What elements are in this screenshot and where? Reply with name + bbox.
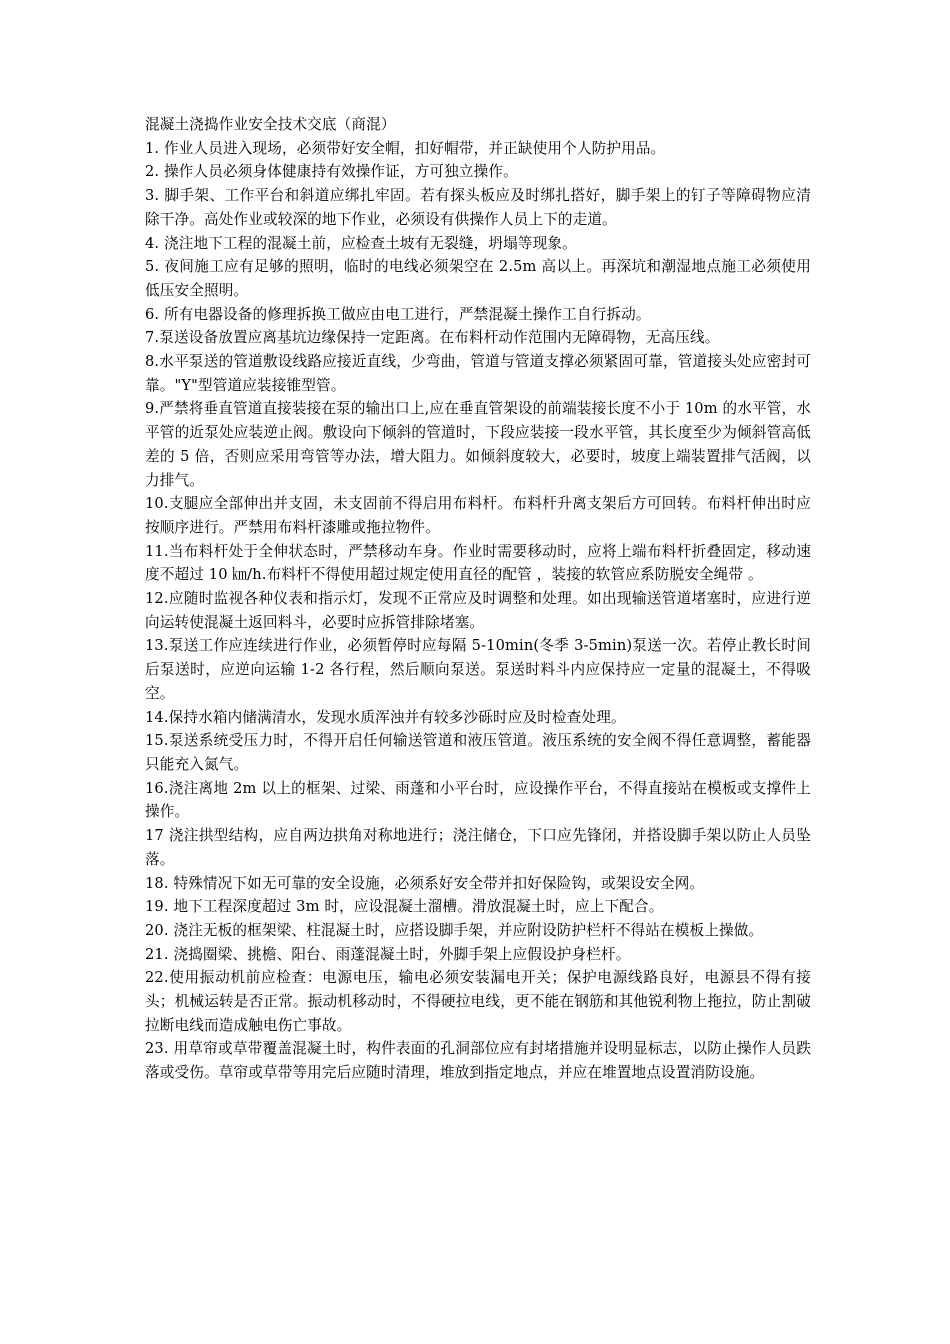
rule-item-15: 15.泵送系统受压力时，不得开启任何输送管道和液压管道。液压系统的安全阀不得任意调整，蓄能器只能充入氮气。 [145, 732, 811, 773]
rule-item-23: 23. 用草帘或草带覆盖混凝土时，构件表面的孔洞部位应有封堵措施并设明显标志，以防止操作人员跌落或受伤。草帘或草带等用完后应随时清理，堆放到指定地点，并应在堆置地点设置消防设施。 [145, 1040, 811, 1082]
rule-item-3: 3. 脚手架、工作平台和斜道应绑扎牢固。若有探头板应及时绑扎搭好，脚手架上的钉子等障碍物应清除干净。高处作业或较深的地下作业，必须设有供操作人员上下的走道。 [145, 187, 811, 228]
rule-item-5: 5. 夜间施工应有足够的照明，临时的电线必须架空在 2.5m 高以上。再深坑和潮湿地点施工必须使用低压安全照明。 [145, 258, 811, 299]
rule-item-4: 4. 浇注地下工程的混凝土前，应检查土坡有无裂缝，坍塌等现象。 [145, 234, 577, 252]
rule-item-13: 13.泵送工作应连续进行作业，必须暂停时应每隔 5-10min(冬季 3-5min)泵送一次。若停止教长时间后泵送时，应逆向运输 1-2 各行程，然后顺向泵送。泵送时料斗内应保持应一定量的混凝土，不得吸空。 [145, 637, 811, 702]
rule-item-8: 8.水平泵送的管道敷设线路应接近直线，少弯曲，管道与管道支撑必须紧固可靠，管道接头处应密封可靠。"Y"型管道应装接锥型管。 [145, 353, 811, 394]
rule-item-2: 2. 操作人员必须身体健康持有效操作证，方可独立操作。 [145, 163, 518, 181]
rule-item-10: 10.支腿应全部伸出并支固，未支固前不得启用布料杆。布料杆升离支架后方可回转。布料杆伸出时应按顺序进行。严禁用布料杆漆雕或拖拉物件。 [145, 495, 811, 536]
rule-item-14: 14.保持水箱内储满清水，发现水质浑浊并有较多沙砾时应及时检查处理。 [145, 708, 626, 726]
rule-item-18: 18. 特殊情况下如无可靠的安全设施，必须系好安全带并扣好保险钩，或架设安全网。 [145, 874, 705, 892]
rule-item-7: 7.泵送设备放置应离基坑边缘保持一定距离。在布料杆动作范围内无障碍物，无高压线。 [145, 329, 720, 347]
rule-item-6: 6. 所有电器设备的修理拆换工做应由电工进行，严禁混凝土操作工自行拆动。 [145, 305, 651, 323]
rule-item-12: 12.应随时监视各种仪表和指示灯，发现不正常应及时调整和处理。如出现输送管道堵塞时，应进行逆向运转使混凝土返回料斗，必要时应拆管排除堵塞。 [145, 590, 811, 631]
document-page [145, 113, 811, 1085]
rule-item-19: 19. 地下工程深度超过 3m 时，应设混凝土溜槽。滑放混凝土时，应上下配合。 [145, 898, 664, 916]
rule-item-20: 20. 浇注无板的框架梁、柱混凝土时，应搭设脚手架，并应附设防护栏杆不得站在模板上操做。 [145, 921, 764, 939]
rule-item-21: 21. 浇捣圈梁、挑檐、阳台、雨蓬混凝土时，外脚手架上应假设护身栏杆。 [145, 945, 631, 963]
document-title: 混凝土浇捣作业安全技术交底（商混） [145, 116, 396, 133]
rule-item-22: 22.使用振动机前应检查：电源电压，输电必须安装漏电开关；保护电源线路良好，电源县不得有接头；机械运转是否正常。振动机移动时，不得硬拉电线，更不能在钢筋和其他锐利物上拖拉，防止割破拉断电线而造成触电伤亡事故。 [145, 969, 811, 1034]
rule-item-1: 1. 作业人员进入现场，必须带好安全帽，扣好帽带，并正缺使用个人防护用品。 [145, 139, 666, 157]
rule-item-17: 17 浇注拱型结构，应自两边拱角对称地进行；浇注储仓，下口应先锋闭，并搭设脚手架以防止人员坠落。 [145, 827, 811, 868]
rule-item-9: 9.严禁将垂直管道直接装接在泵的输出口上,应在垂直管架设的前端装接长度不小于 10m 的水平管，水平管的近泵处应装逆止阀。敷设向下倾斜的管道时，下段应装接一段水平管，其长度至少为倾斜管高低差的 5 倍，否则应采用弯管等办法，增大阻力。如倾斜度较大，必要时，坡度上端装置排气活阀，以力排气。 [145, 400, 811, 489]
rule-item-16: 16.浇注离地 2m 以上的框架、过梁、雨蓬和小平台时，应设操作平台，不得直接站在模板或支撑件上操作。 [145, 779, 811, 821]
rule-item-11: 11.当布料杆处于全伸状态时，严禁移动车身。作业时需要移动时，应将上端布料杆折叠固定，移动速度不超过 10 ㎞/h.布料杆不得使用超过规定使用直径的配管 ，装接的软管应系防脱安全绳带 。 [145, 542, 811, 584]
